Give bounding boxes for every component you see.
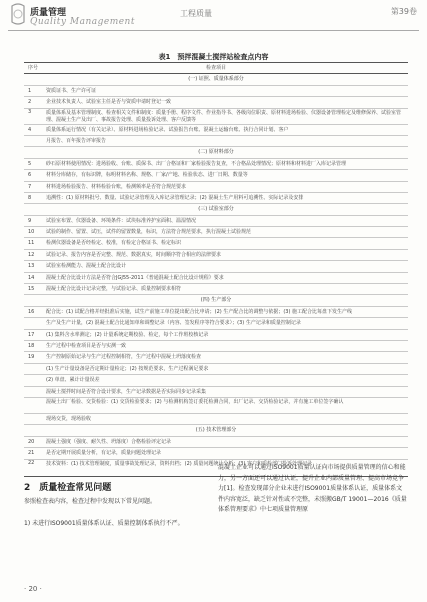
row-number: 15 <box>28 286 35 293</box>
row-number: 21 <box>28 450 35 457</box>
table-row <box>24 448 408 459</box>
running-header: 工程质量 <box>180 9 212 18</box>
table-row <box>24 238 408 249</box>
row-number: 20 <box>28 438 35 445</box>
row-number: 5 <box>28 160 32 167</box>
table-section-row <box>24 204 408 215</box>
table-row <box>24 375 408 386</box>
table-row <box>24 136 408 147</box>
table-row <box>24 398 408 414</box>
table-row <box>24 159 408 170</box>
row-number: 12 <box>28 251 35 258</box>
column-header-number: 序号 <box>28 65 39 71</box>
table-row <box>24 170 408 181</box>
table-title: 表1 预拌混凝土搅拌站检查点内容 <box>158 53 269 61</box>
table-section-row <box>24 74 408 85</box>
column-header-item: 检查项目 <box>205 65 226 71</box>
page-number: · 20 · <box>24 585 42 593</box>
row-item-text: 检测仪器设备是否经检定、校准，有检定合格证书、检定标识 <box>46 240 182 247</box>
row-number: 14 <box>28 274 35 281</box>
table-section-row <box>24 295 408 306</box>
row-number: 3 <box>28 108 32 115</box>
table-header-row <box>24 63 408 74</box>
row-number: 13 <box>28 263 35 270</box>
row-number: 6 <box>28 172 32 179</box>
row-item-text: 混凝土出厂检验、交货检验：(1) 交货检验要求；(2) 与检测机构签订委托检测合同，出厂记录、交货检验记录，并有施工单位签字确认 <box>46 398 344 405</box>
table-row <box>24 330 408 341</box>
journal-title-en: Quality Management <box>30 17 135 27</box>
table-row <box>24 284 408 295</box>
row-item-text: (1) 生产计量设备是否定期计量检定；(2) 按规范要求，生产过程满足要求 <box>46 365 209 372</box>
row-number: 22 <box>28 459 35 466</box>
table-row <box>24 97 408 108</box>
section-label: (二) 原材料部分 <box>198 149 234 156</box>
row-item-text: 生产过程中检查项目是否与实测一致 <box>46 342 127 349</box>
row-item-text: 试验的制作、留置、试压，试件的留置数量，标识，方法符合规范要求，执行混凝土试验规范 <box>46 229 252 236</box>
row-item-text: 混凝土搅拌时间是否符合设计要求，生产记录数据是否实际同步记录采集 <box>46 388 207 395</box>
header-rule <box>8 30 419 31</box>
table-row <box>24 364 408 375</box>
table-row <box>24 250 408 261</box>
volume-number: 第39卷 <box>390 7 417 16</box>
row-number: 1 <box>28 87 32 94</box>
row-item-text: 试验室布置、仪器设备、环境条件：试块标准养护室面积、温湿情况 <box>46 217 197 224</box>
row-item-text: 试验记录、报告内容是否完整、规范、数据真实，时间顺序符合相应的法律要求 <box>46 251 222 258</box>
table-row <box>24 216 408 227</box>
row-item-text: (1) 集料含水率测定；(2) 计量系统定期校验、检定，每个工作班校核记录 <box>46 331 209 338</box>
table-row <box>24 86 408 97</box>
row-number: 16 <box>28 308 35 315</box>
row-item-text: 混凝土配合比设计方法是否符合JGJ55-2011《普通混凝土配合比设计规程》要求 <box>46 274 224 281</box>
table-row <box>24 341 408 352</box>
row-item-text: 资质证书、生产许可证 <box>46 87 97 94</box>
journal-title-cn: 质量管理 <box>30 8 67 18</box>
row-item-text: 材料进场检验报告、材料检验台账，检测频率是否符合规范要求 <box>46 183 187 190</box>
table-row <box>24 261 408 272</box>
table-row <box>24 227 408 238</box>
row-item-text: 质量体系运行情况（有关记录）、原材料进场检验记录、试验报告台账、混凝土运输台账、执行合同计划、客户 <box>46 126 289 133</box>
table-row <box>24 414 408 425</box>
page-header <box>0 0 427 36</box>
row-item-text: 技术资料：(1) 技术管理制度，质量事故处理记录，资料归档；(2) 质量问题统计分析；(3) 客户和质检部门投诉处理记录 <box>46 460 313 467</box>
row-number: 19 <box>28 354 35 361</box>
row-item-text: 生产控制原始记录与生产过程控制相符，生产过程中混凝土坍落度检查 <box>46 354 202 361</box>
table-row <box>24 182 408 193</box>
inspection-table <box>24 62 408 477</box>
row-item-text: 试验室检测能力、混凝土配合比设计 <box>46 263 127 270</box>
table-row <box>24 352 408 363</box>
journal-logo <box>8 2 28 26</box>
row-item-text: 质量体系及基本管理制度、检查相关文件和制度：质量手册、程序文件、作业指导书、各级岗位职责、原材料进场检验、仪器设备管理检定及维修保养、试验室管理、混凝土生产及出厂、事故报告处理、质量投诉处理、客户反馈等 <box>46 109 402 123</box>
paragraph-item-1: 1) 未进行ISO9001质量体系认证、质量控制体系执行不严。 <box>24 520 184 527</box>
row-number: 4 <box>28 126 32 133</box>
row-item-text: 月报告、百年报告评审报告 <box>46 137 107 144</box>
paragraph-intro: 参照检查表内容，检查过程中发现以下常见问题。 <box>24 498 157 505</box>
row-number: 17 <box>28 331 35 338</box>
row-item-text: 混凝土配合比设计记录完整，与试验记录、质量控制要求相符 <box>46 286 182 293</box>
paragraph-right: 混凝土企业可以通过ISO9001质量认证向市场提供质量管理的信心和能力，另一方面还可以通过认证，提升企业内部质量管理、提高市场竞争力[1]。检查发现部分企业未进行ISO9001质量体系认证，质量体系文件内容宽泛，缺乏针对性或不完整，未照搬GB/T 19001—2016《质量体系管理要求》中七项质量管理原 <box>218 464 407 514</box>
row-item-text: 材料分库储存，有标识牌，标明材料名称、规格、厂家/产地、检验状态、进厂日期、数量等 <box>46 172 248 179</box>
table-row <box>24 307 408 318</box>
row-item-text: 追溯性：(1) 原材料批号、数量、试验记录管理及入库记录管理记录；(2) 混凝土生产用料可追溯性、实际记录及安排 <box>46 194 304 201</box>
row-item-text: (2) 单盘、累计计量误差 <box>46 377 100 384</box>
row-item-text: 现场交货，现场验收 <box>46 415 92 422</box>
row-number: 9 <box>28 217 32 224</box>
row-item-text: 配合比：(1) 试配合格并经批准后实施，试生产前施工单位提出配合比申请；(2) 生产配合比的调整与依据；(3) 施工配合比每盘下发生产线 <box>46 308 353 315</box>
row-item-text: 砂石原材料使用情况：进场验收、台账、质保书、出厂合格证和厂家检验报告复查，不合格品处理情况；原材料和材料进厂入库记录管理 <box>46 160 347 167</box>
row-item-text: 企业技术负责人、试验室主任是否与资质申请时登记一致 <box>46 99 172 106</box>
row-item-text: 生产及生产计量，(2) 混凝土配合比通知单和调整记录（内容、签发程序等符合要求）；(3) 生产记录和质量控制记录 <box>46 320 301 327</box>
section-label: (四) 生产部分 <box>200 297 232 304</box>
table-row <box>24 318 408 329</box>
row-item-text: 是否定期开展质量分析，有记录，质量问题处理记录 <box>46 450 162 457</box>
row-number: 18 <box>28 342 35 349</box>
table-row <box>24 387 408 398</box>
table-section-row <box>24 147 408 158</box>
row-number: 8 <box>28 194 32 201</box>
section-label: (三) 试验室部分 <box>198 206 234 213</box>
row-number: 7 <box>28 183 32 190</box>
table-row <box>24 273 408 284</box>
section-label: (五) 技术管理部分 <box>195 427 237 434</box>
table-row <box>24 109 408 125</box>
row-number: 10 <box>28 229 35 236</box>
section-label: (一) 证照、质量体系部分 <box>188 76 244 83</box>
table-row <box>24 193 408 204</box>
row-number: 11 <box>28 240 35 247</box>
table-section-row <box>24 425 408 436</box>
table-row <box>24 125 408 136</box>
section-heading: 2 质量检查常见问题 <box>24 483 112 493</box>
row-item-text: 混凝土强度（强度、耐久性、坍落度）合格检验评定记录 <box>46 438 172 445</box>
row-number: 2 <box>28 99 32 106</box>
table-row <box>24 437 408 448</box>
